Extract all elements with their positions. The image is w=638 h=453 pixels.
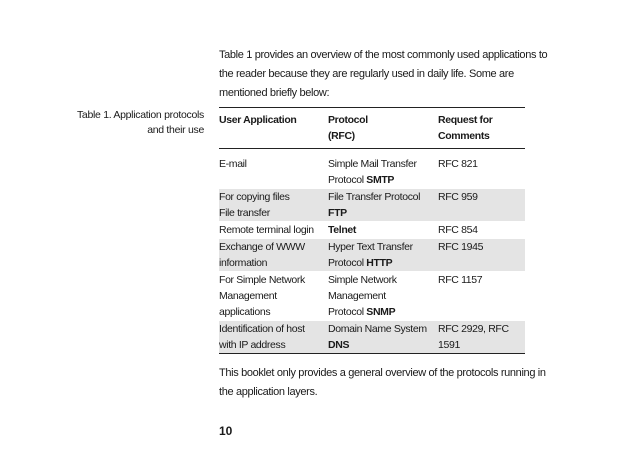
header-protocol [328,108,438,149]
cell-rfc: RFC 854 [438,224,478,236]
cell-line [328,272,438,288]
cell-line [328,239,438,255]
header-user-application: User Application [219,114,297,126]
closing-paragraph: This booklet only provides a general overview of the protocols running in the application layers. [219,367,546,398]
protocol-name-text: Protocol [328,257,367,269]
cell-line: For copying files [219,191,290,203]
cell-line [328,255,438,271]
protocol-abbreviation: FTP [328,207,347,219]
cell-line: For Simple Network [219,274,305,286]
table-row [219,189,525,222]
cell-line: Exchange of WWW [219,241,305,253]
protocol-name-text: File Transfer Protocol [328,191,421,203]
cell-line [328,156,438,172]
protocol-abbreviation: SNMP [366,306,396,318]
intro-paragraph: Table 1 provides an overview of the most commonly used applications to the reader because they are regularly used in daily life. Some are mentioned briefly below: [219,49,548,99]
page-number: 10 [219,424,233,438]
cell-line: E-mail [219,158,247,170]
cell-rfc: RFC 1157 [438,274,483,286]
cell-line [328,205,438,221]
cell-user-application [219,189,328,222]
cell-rfc: RFC 2929, RFC 1591 [438,321,525,354]
protocol-name-text: Protocol [328,306,367,318]
cell-protocol [328,272,438,321]
cell-user-application [219,272,328,321]
cell-line: with IP address [219,339,286,351]
table-row [219,239,525,272]
protocol-name-text: Simple Mail Transfer [328,158,417,170]
protocol-table [219,107,525,354]
cell-line: File transfer [219,207,270,219]
cell-user-application [219,149,328,189]
protocol-name-text: Management [328,290,386,302]
header-protocol-rfc: (RFC) [328,130,355,142]
table-row [219,149,525,189]
cell-protocol [328,189,438,222]
cell-line: information [219,257,268,269]
table-caption [44,108,204,138]
caption-line: Table 1. Application protocols [76,109,204,121]
protocol-abbreviation: DNS [328,339,350,351]
table-body [219,149,525,354]
cell-user-application [219,239,328,272]
protocol-abbreviation: Telnet [328,224,357,236]
cell-rfc: RFC 959 [438,189,525,222]
caption-line: and their use [147,124,204,136]
table-row [219,222,525,239]
cell-line: Identification of host [219,323,305,335]
table-header-row [219,108,525,149]
cell-rfc: RFC 1945 [438,239,525,272]
table-row [219,272,525,321]
table-row [219,321,525,354]
header-protocol-label: Protocol [328,114,368,126]
cell-line: Remote terminal login [219,224,314,236]
cell-user-application [219,222,328,239]
protocol-name-text: Domain Name System [328,323,427,335]
cell-protocol [328,321,438,354]
header-request-for-comments: Request for Comments [438,114,493,142]
cell-line [328,337,438,353]
protocol-abbreviation: HTTP [366,257,393,269]
cell-protocol [328,239,438,272]
protocol-name-text: Simple Network [328,274,397,286]
protocol-name-text: Hyper Text Transfer [328,241,413,253]
cell-line [328,189,438,205]
protocol-abbreviation: SMTP [366,174,395,186]
cell-protocol [328,149,438,189]
cell-line [328,304,438,320]
cell-protocol [328,222,438,239]
cell-line [328,222,438,238]
cell-line [328,172,438,188]
cell-line [328,288,438,304]
cell-line: Management applications [219,290,277,318]
cell-line [328,321,438,337]
cell-rfc: RFC 821 [438,158,478,170]
protocol-name-text: Protocol [328,174,367,186]
cell-user-application [219,321,328,354]
